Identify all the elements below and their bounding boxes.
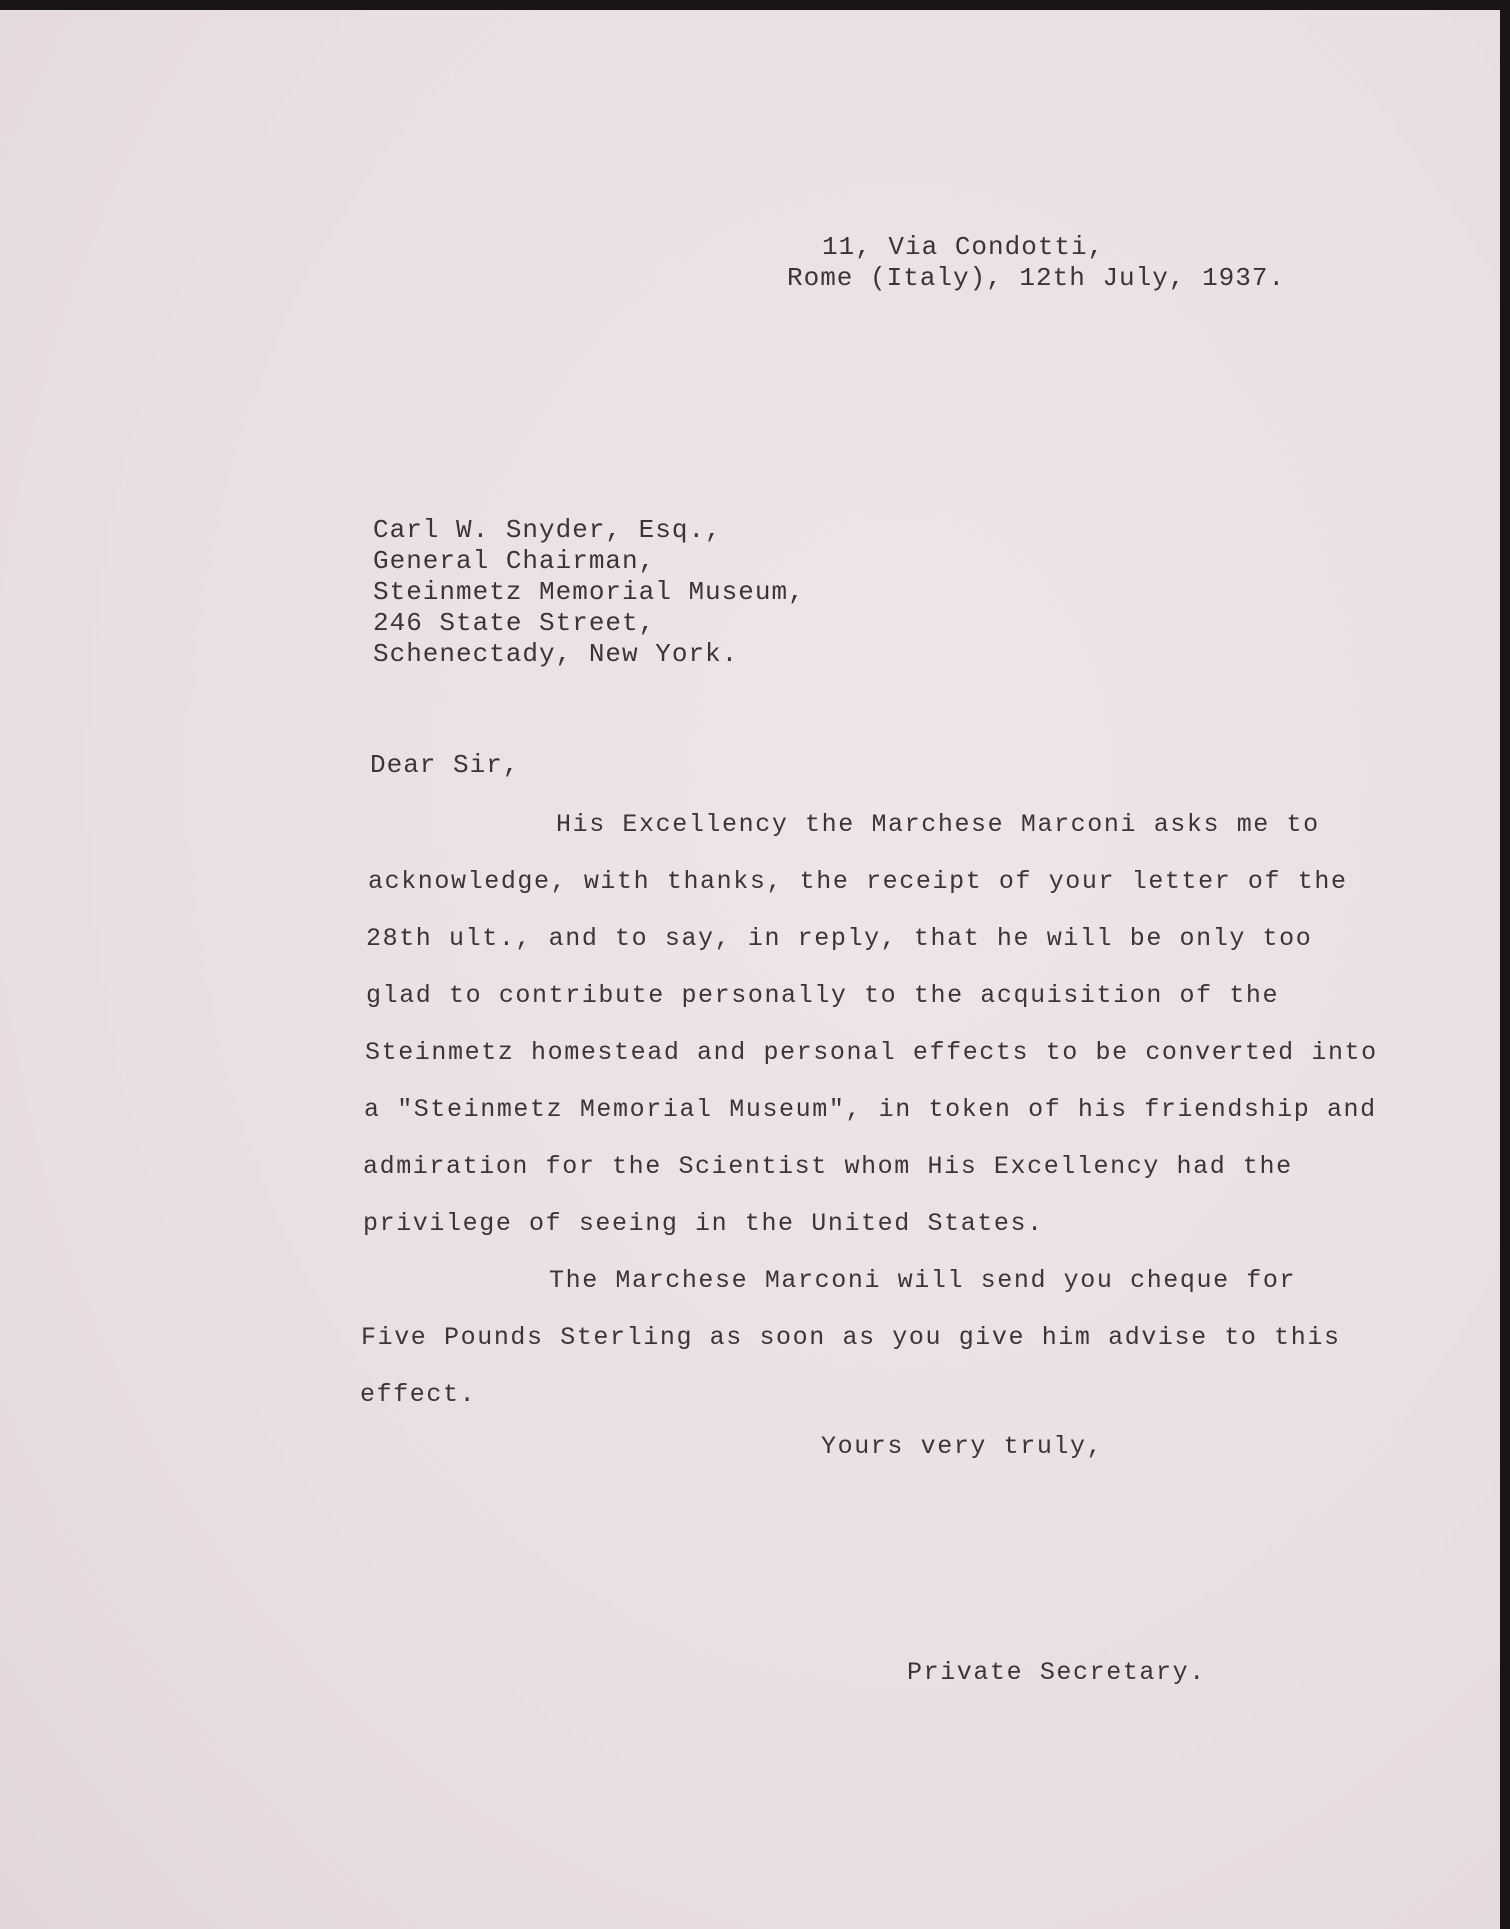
scan-border: [1500, 0, 1510, 1929]
body-line: Five Pounds Sterling as soon as you give him advise to this: [361, 1323, 1341, 1352]
body-line: effect.: [360, 1380, 477, 1409]
salutation: Dear Sir,: [370, 750, 520, 780]
closing: Yours very truly,: [821, 1432, 1104, 1461]
body-line: glad to contribute personally to the acquisition of the: [366, 981, 1280, 1010]
body-line: 28th ult., and to say, in reply, that he will be only too: [366, 924, 1313, 953]
recipient-line: General Chairman,: [373, 546, 656, 576]
body-line: a "Steinmetz Memorial Museum", in token of his friendship and: [364, 1095, 1377, 1124]
body-line: privilege of seeing in the United States.: [363, 1209, 1044, 1238]
body-line: His Excellency the Marchese Marconi asks me to: [556, 810, 1320, 839]
recipient-line: Carl W. Snyder, Esq.,: [373, 515, 722, 545]
sender-address-line-1: 11, Via Condotti,: [822, 232, 1105, 262]
letter-page: [0, 10, 1500, 1929]
body-line: admiration for the Scientist whom His Excellency had the: [363, 1152, 1293, 1181]
body-line: acknowledge, with thanks, the receipt of your letter of the: [368, 867, 1348, 896]
body-line: The Marchese Marconi will send you cheque for: [549, 1266, 1297, 1295]
recipient-line: Schenectady, New York.: [373, 639, 739, 669]
body-line: Steinmetz homestead and personal effects to be converted into: [365, 1038, 1378, 1067]
sender-address-line-2: Rome (Italy), 12th July, 1937.: [787, 263, 1286, 293]
recipient-line: Steinmetz Memorial Museum,: [373, 577, 805, 607]
signature-title: Private Secretary.: [907, 1658, 1206, 1687]
recipient-line: 246 State Street,: [373, 608, 656, 638]
